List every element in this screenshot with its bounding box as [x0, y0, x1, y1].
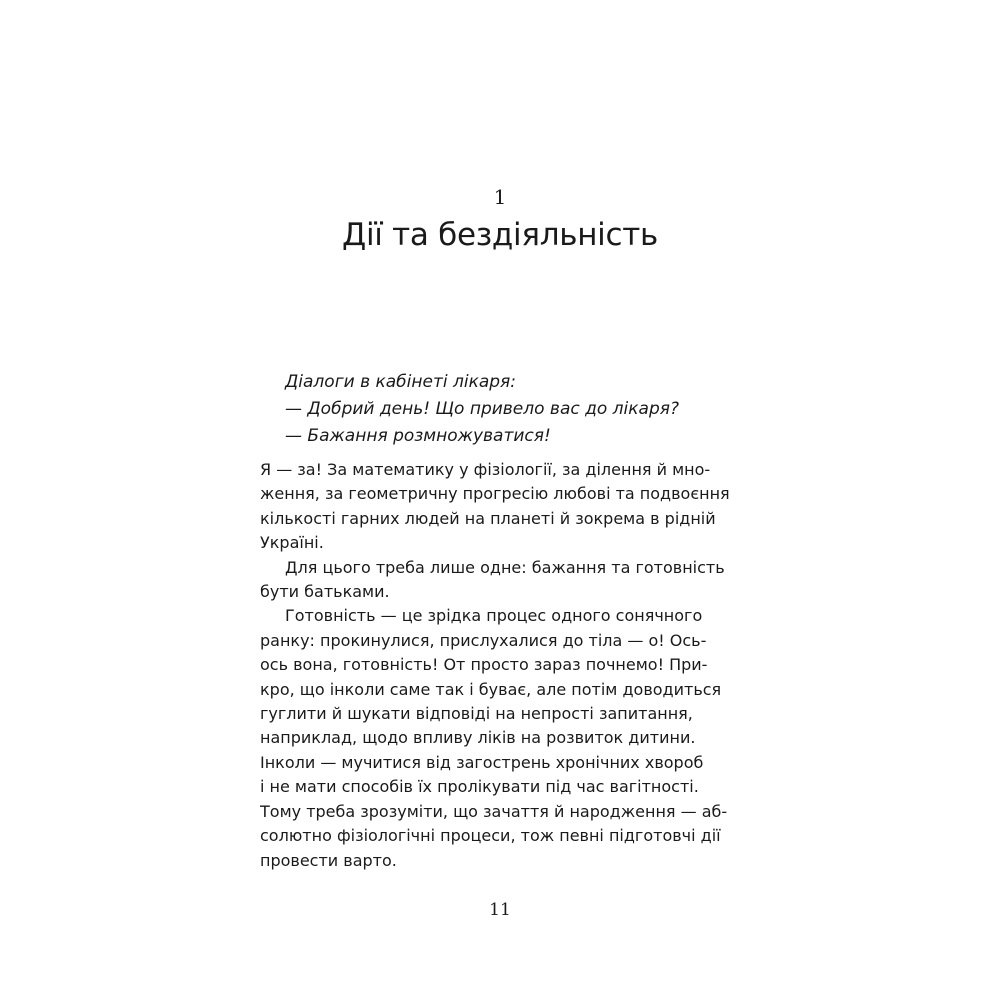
body-text [260, 458, 730, 873]
body-line: Готовність — це зрідка процес одного сонячного [285, 606, 703, 626]
body-line: бути батьками. [260, 582, 390, 602]
body-line: кількості гарних людей на планеті й зокрема в рідній [260, 508, 716, 528]
page-number: 11 [489, 900, 511, 920]
chapter-number: 1 [493, 185, 507, 209]
body-line: Я — за! За математику у фізіології, за ділення й мно- [260, 460, 711, 479]
body-line: ранку: прокинулися, прислухалися до тіла — о! Ось- [260, 630, 707, 650]
body-line: солютно фізіологічні процеси, тож певні підготовчі дії [260, 826, 721, 846]
body-line: провести варто. [260, 850, 397, 870]
body-line: ось вона, готовність! От просто зараз почнемо! При- [260, 655, 708, 675]
epigraph-line: — Бажання розмножуватися! [285, 426, 551, 446]
body-line: Тому треба зрозуміти, що зачаття й народження — аб- [260, 801, 728, 821]
epigraph-line: — Добрий день! Що привело вас до лікаря? [285, 399, 679, 419]
epigraph-line: Діалоги в кабінеті лікаря: [285, 372, 517, 392]
body-line: Інколи — мучитися від загострень хронічних хвороб [260, 752, 704, 772]
body-line: Україні. [260, 533, 324, 553]
body-line: гуглити й шукати відповіді на непрості запитання, [260, 704, 693, 724]
body-line: ження, за геометричну прогресію любові та подвоєння [260, 484, 730, 504]
chapter-title: Дії та бездіяльність [342, 217, 658, 253]
body-line: і не мати способів їх пролікувати під час вагітності. [260, 777, 699, 797]
body-line: Для цього треба лише одне: бажання та готовність [285, 557, 725, 577]
body-line: наприклад, щодо впливу ліків на розвиток дитини. [260, 728, 696, 748]
epigraph [285, 369, 705, 450]
body-line: кро, що інколи саме так і буває, але потім доводиться [260, 679, 722, 699]
